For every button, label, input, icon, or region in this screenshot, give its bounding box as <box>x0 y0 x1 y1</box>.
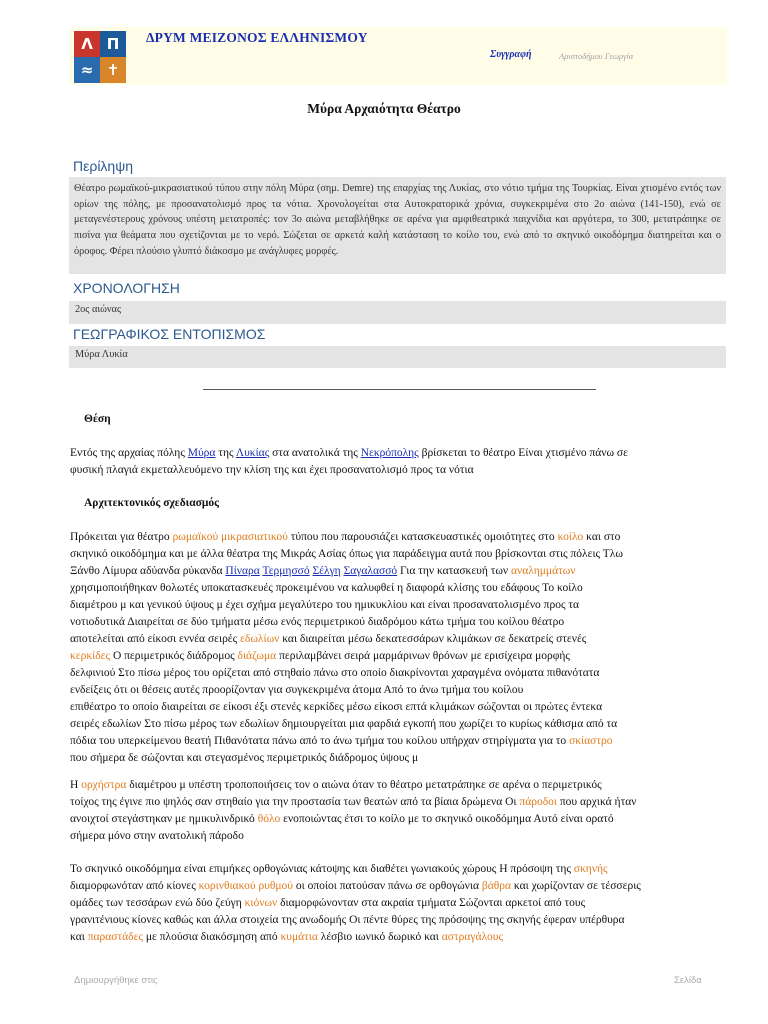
chronology-heading: ΧΡΟΝΟΛΟΓΗΣΗ <box>73 280 180 296</box>
location-value: Μύρα Λυκία <box>69 346 726 368</box>
term-astragaloi[interactable]: αστραγάλους <box>441 931 504 943</box>
link-termessos[interactable]: Τερμησσό <box>262 565 310 577</box>
logo-icon-lambda: Λ <box>74 31 100 57</box>
term-diazoma[interactable]: διάζωμα <box>237 650 277 662</box>
footer-page: Σελίδα <box>674 975 702 986</box>
term-kerkides[interactable]: κερκίδες <box>70 650 111 662</box>
term-parastades[interactable]: παραστάδες <box>87 931 143 943</box>
term-edolia[interactable]: εδωλίων <box>240 633 280 645</box>
page-title: Μύρα Αρχαιότητα Θέατρο <box>307 101 461 116</box>
term-skiastro[interactable]: σκίαστρο <box>569 735 613 747</box>
divider-line <box>203 389 596 390</box>
summary-heading: Περίληψη <box>73 158 133 174</box>
architecture-heading: Αρχιτεκτονικός σχεδιασμός <box>84 497 220 509</box>
link-necropolis[interactable]: Νεκρόπολης <box>360 447 419 459</box>
term-asia-minor[interactable]: μικρασιατικού <box>221 531 288 543</box>
chronology-value: 2ος αιώνας <box>69 301 726 324</box>
foundation-logo[interactable] <box>74 31 126 83</box>
stage-paragraph: Το σκηνικό οικοδόμημα είναι επιμήκες ορθογώνιας κάτοψης και διαθέτει γωνιακούς χώρους Η πρόσοψη της σκηνής διαμορφωνόταν από κίονες κορινθιακού ρυθμού οι οποίοι πατούσαν πάνω σε ορθογώνια βάθρα και χωρίζονταν σε τέσσερις ομάδες των τεσσάρων ενώ δύο ζεύγη κιόνων διαμορφώνονταν στα ακραία τμήματα Σώζονται αρκετοί από τους γρανιτένιους κίονες καθώς και άλλα στοιχεία της ανωδομής Οι πέντε θύρες της πρόσοψης της σκηνής έφεραν υπέρθυρα και παραστάδες με πλούσια διακόσμηση από κυμάτια λέσβιο ιωνικό δωρικό και αστραγάλους <box>70 863 641 943</box>
link-myra[interactable]: Μύρα <box>187 447 216 459</box>
term-orchestra[interactable]: ορχήστρα <box>81 779 127 791</box>
logo-icon-temple: Π <box>100 31 126 57</box>
position-heading: Θέση <box>84 413 111 425</box>
brand-title[interactable]: ΔΡΥΜ ΜΕΙΖΟΝΟΣ ΕΛΛΗΝΙΣΜΟΥ <box>146 30 368 45</box>
summary-box: Θέατρο ρωμαϊκού-μικρασιατικού τύπου στην πόλη Μύρα (σημ. Demre) της επαρχίας της Λυκίας, στο νότιο τμήμα της Τουρκίας. Είναι χτισμένο εντός των ορίων της πόλης, με προσανατολισμό προς τα νότια. Χρονολογείται στα Αυτοκρατορικά χρόνια, συγκεκριμένα στο 2ο αιώνα (141-150), ενώ σε μεταγενέστερους χρόνους υπέστη μετατροπές: τον 3ο αιώνα μεταβλήθηκε σε αρένα για αμφιθεατρικά παιχνίδια και αργότερα, το 300, μετατράπηκε σε πισίνα για θεάματα που σχετίζονται με το νερό. Σώζεται σε αρκετά καλή κατάσταση το κοίλο του, ενώ από το σκηνικό οικοδόμημα διατηρείται και ο όροφος. Φέρει πλούσιο γλυπτό διάκοσμο με ανάγλυφες μορφές. <box>69 177 726 274</box>
logo-icon-waves: ≈ <box>74 57 100 83</box>
term-kiones[interactable]: κιόνων <box>244 897 278 909</box>
orchestra-paragraph: Η ορχήστρα διαμέτρου μ υπέστη τροποποιήσεις τον ο αιώνα όταν το θέατρο μετατράπηκε σε αρένα ο περιμετρικός τοίχος της έγινε πιο ψηλός σαν στηθαίο για την προστασία των θεατών από τα βίαια δρώμενα Οι πάροδοι που αρχικά ήταν ανοιχτοί στεγάστηκαν με ημικυλινδρικό θόλο ενοποιώντας έτσι το κοίλο με το σκηνικό οικοδόμημα Αυτό είναι ορατό σήμερα μόνο στην ανατολική πάροδο <box>70 779 637 842</box>
author-name: Αριστοδήμου Γεωργία <box>559 51 634 61</box>
term-kymatia[interactable]: κυμάτια <box>280 931 318 943</box>
location-heading: ΓΕΩΓΡΑΦΙΚΟΣ ΕΝΤΟΠΙΣΜΟΣ <box>73 326 266 342</box>
architecture-paragraph: Πρόκειται για θέατρο ρωμαϊκού μικρασιατικού τύπου που παρουσιάζει κατασκευαστικές ομοιότητες στο κοίλο και στο σκηνικό οικοδόμημα και με άλλα θέατρα της Μικράς Ασίας όπως για παράδειγμα αυτά που βρίσκονται στις πόλεις Τλω Ξάνθο Λίμυρα αδύανδα ρύκανδα Πίναρα Τερμησσό Σέλγη Σαγαλασσό Για την κατασκευή των αναλημμάτων χρησιμοποιήθηκαν θολωτές υποκατασκευές προκειμένου να καλυφθεί η διαφορά κλίσης του εδάφους Το κοίλο διαμέτρου μ και γενικού ύψους μ έχει σχήμα μεγαλύτερο του ημικυκλίου και είναι προσανατολισμένο προς τα νοτιοδυτικά Διαιρείται σε δύο τμήματα μέσω ενός περιμετρικού διαδρόμου κάτω τμήμα του κοίλου θέατρο αποτελείται από είκοσι εννέα σειρές εδωλίων και διαιρείται μέσω δεκατεσσάρων κλιμάκων σε δεκατρείς στενές κερκίδες Ο περιμετρικός διάδρομος διάζωμα περιλαμβάνει σειρά μαρμάρινων θρόνων με ερισίχειρα μορφής δελφινιού Στο πίσω μέρος του ορίζεται από στηθαίο πάνω στο οποίο διακρίνονται χαραγμένα ονόματα πιθανότατα ενδείξεις ότι οι θέσεις αυτές προορίζονταν για συγκεκριμένα άτομα Από το άνω τμήμα του κοίλου επιθέατρο το οποίο διαιρείται σε είκοσι έξι στενές κερκίδες μέσω είκοσι επτά κλιμάκων σώζονται οι πρώτες έντεκα σειρές εδωλίων Στο πίσω μέρος των εδωλίων δημιουργείται μια φαρδιά εγκοπή που χωρίζει το κυρίως κάθισμα από τα πόδια του υπερκείμενου θεατή Πιθανότατα πάνω από το άνω τμήμα του κοίλου υπήρχαν στηρίγματα για το σκίαστρο που σήμερα δε σώζονται και στεγασμένος περιμετρικός διάδρομος ύψους μ <box>70 531 623 764</box>
link-lycia[interactable]: Λυκίας <box>235 447 270 459</box>
footer-created: Δημιουργήθηκε στις <box>74 975 158 986</box>
link-selge[interactable]: Σέλγη <box>312 565 341 577</box>
term-skene[interactable]: σκηνής <box>573 863 608 875</box>
logo-icon-cross: ✝ <box>100 57 126 83</box>
term-parodoi[interactable]: πάροδοι <box>519 796 557 808</box>
header-bar <box>69 27 727 85</box>
link-sagalassos[interactable]: Σαγαλασσό <box>343 565 398 577</box>
term-koilon[interactable]: κοίλο <box>557 531 584 543</box>
position-paragraph: Εντός της αρχαίας πόλης Μύρα της Λυκίας στα ανατολικά της Νεκρόπολης βρίσκεται το θέατρο Είναι χτισμένο πάνω σε φυσική πλαγιά εκμεταλλευόμενο την κλίση της και έχει προσανατολισμό προς τα νότια <box>70 447 628 476</box>
author-label: Συγγραφή <box>490 49 532 60</box>
term-analemmata[interactable]: αναλημμάτων <box>511 565 576 577</box>
term-bathra[interactable]: βάθρα <box>481 880 512 892</box>
term-tholos[interactable]: θόλο <box>257 813 281 825</box>
term-corinthian[interactable]: κορινθιακού ρυθμού <box>198 880 293 892</box>
link-pinara[interactable]: Πίναρα <box>225 565 260 577</box>
term-roman[interactable]: ρωμαϊκού <box>172 531 219 543</box>
